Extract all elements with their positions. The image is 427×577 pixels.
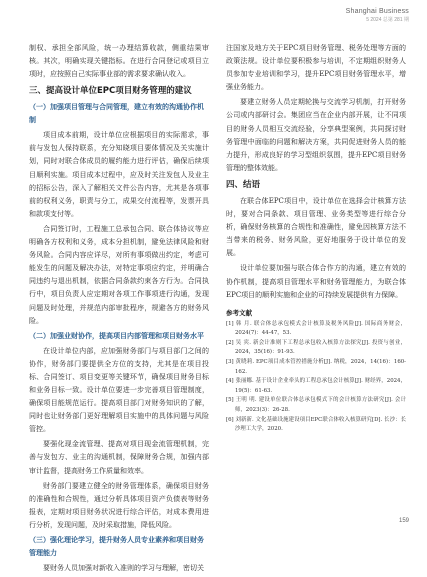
- right-column: [226, 42, 406, 435]
- journal-header: [346, 8, 409, 23]
- reference-item: [5] 王明 明. 建设单位联合体总承包模式下的会计核算方法研究[J]. 会计师，2023(3)：26-28.: [226, 397, 406, 414]
- section-heading: 三、提高设计单位EPC项目财务管理的建议: [29, 86, 192, 97]
- paragraph: 要强化现金流管理、提高对项目现金流管理机制，完善与发包方、业主的沟通机制，保障财务合规，加强内部审计监督，提高财务工作质量和效率。: [29, 440, 209, 475]
- paragraph: 合同签订时，工程施工总承包合同、联合体协议等应明确各方权利和义务，成本分担机制，避免法律风险和财务风险。合同内容应详尽，对所有事项做出约定，考虑可能发生的问题及解决办法，对特定事项应约定，并明确合同违约与退出机制，依据合同条款约束各方行为。合同执行中，项目负责人应定期对各项工作事项进行沟通，发现问题及时处理，并规范内部审批程序，规避各方的财务风险。: [29, 224, 209, 325]
- subheading: （三）强化理论学习，提升财务人员专业素养和项目财务管理能力: [29, 536, 204, 557]
- section-heading: 四、结语: [226, 179, 261, 190]
- paragraph: 要建立财务人员定期轮换与交流学习机制，打开财务公司或内部研讨会。集团应当在企业内部开展，让不同项目的财务人员相互交流经验，分享典型案例，共同探讨财务管理中面临的问题和解决方案，共同促进财务人员的能力提升，形成良好的学习型组织氛围，提升EPC项目财务管理的整体效能。: [226, 98, 406, 172]
- paragraph: 项目成本前期，设计单位应根据项目的实际需求，事前与发包人保持联系，充分知晓项目要体情况及关实施计划，同时对联合体成员的履约能力进行评估，确保后续项目顺利实施。项目成本过程中，应及时关注发包人及业主的招标公告，深入了解相关文件公告内容，尤其是各项事前的权利义务，职责与分工，成果交付流程等，发票开具和款项支付等。: [29, 131, 209, 218]
- reference-item: [6] 刘新新. 文化基础设施建设项目EPC联合体收入核算研究[D]. 长沙：长沙理工大学，2020.: [226, 416, 406, 433]
- page-number: 159: [398, 518, 409, 524]
- journal-title: Shanghai Business: [345, 8, 409, 15]
- paragraph: 制权、承担全部风险，统一办理结算收款，侧重结果审核。其次，明确实现关键指标。在进行合同登记或项目立项时，应按照自己实际事业部的需求要求确认收入。: [29, 44, 209, 79]
- subheading: （二）加强业财协作，提高项目内部管理和项目财务水平: [29, 331, 204, 340]
- paragraph: 要财务人员加强对新收入准则的学习与理解，密切关: [43, 564, 204, 572]
- paragraph: 在设计单位内部，应加强财务部门与项目部门之间的协作，财务部门要提供全方位的支持，尤其是在项目投标、合同签订、项目变更等关键环节，确保项目财务目标和业务目标一致。设计单位要进一步完善项目管理制度，确保项目能规范运行。提高项目部门对财务知识的了解，同时也让财务部门更好理解项目实施中的具体问题与风险管控。: [29, 346, 209, 434]
- references-title: 参考文献: [226, 308, 252, 317]
- paragraph: 设计单位要加强与联合体合作方的沟通，建立有效的协作机制，提高项目管理水平和财务管理能力，为联合体EPC项目的顺利实施和企业的可持续发展提供有力保障。: [226, 264, 406, 299]
- reference-item: [1] 韩 月. 联合体总承包模式会计核算及税务风险[J]. 国际商务财会，2024(7)：44-47，53.: [226, 320, 406, 337]
- journal-issue: 5 2024 总第 281 期: [366, 17, 409, 23]
- paragraph: 注国家及地方关于EPC项目财务管理、税务处理等方面的政策法规。设计单位要积极参与培训，不定期组织财务人员参加专业培训和学习，提升EPC项目财务管理水平，增强业务能力。: [226, 44, 406, 92]
- subheading: （一）加强项目管理与合同管理，建立有效的沟通协作机制: [29, 103, 204, 125]
- reference-item: [2] 吴 宾. 新会计准则下工程总承包收入核算方法探究[J]. 投资与创业，2024，35(16)：91-93.: [226, 339, 406, 356]
- reference-item: [4] 张丽娜. 基于设计企业牵头的工程总承包会计核算[J]. 财经界，2024，19(5)：61-63.: [226, 378, 406, 394]
- left-column: [29, 42, 209, 577]
- references-list: [226, 320, 406, 435]
- paragraph: 在联合体EPC项目中，设计单位在选择会计核算方法时，要对合同条款、项目管理、业务类型等进行综合分析，确保财务核算的合规性和准确性，避免因核算方法不当带来的税务、财务风险，更好地服务于设计单位的发展。: [226, 196, 406, 258]
- reference-item: [3] 黄晓莉. EPC项目成本管控措施分析[J]. 纳税，2024，14(16)：160-162.: [226, 359, 406, 375]
- paragraph: 财务部门要建立健全的财务管理体系，确保项目财务的准确性和合规性，通过分析具体项目资产负债表等财务报表，定期对项目财务状况进行综合评估，对成本费用进行分析，发现问题，及时采取措施，降低风险。: [29, 481, 209, 529]
